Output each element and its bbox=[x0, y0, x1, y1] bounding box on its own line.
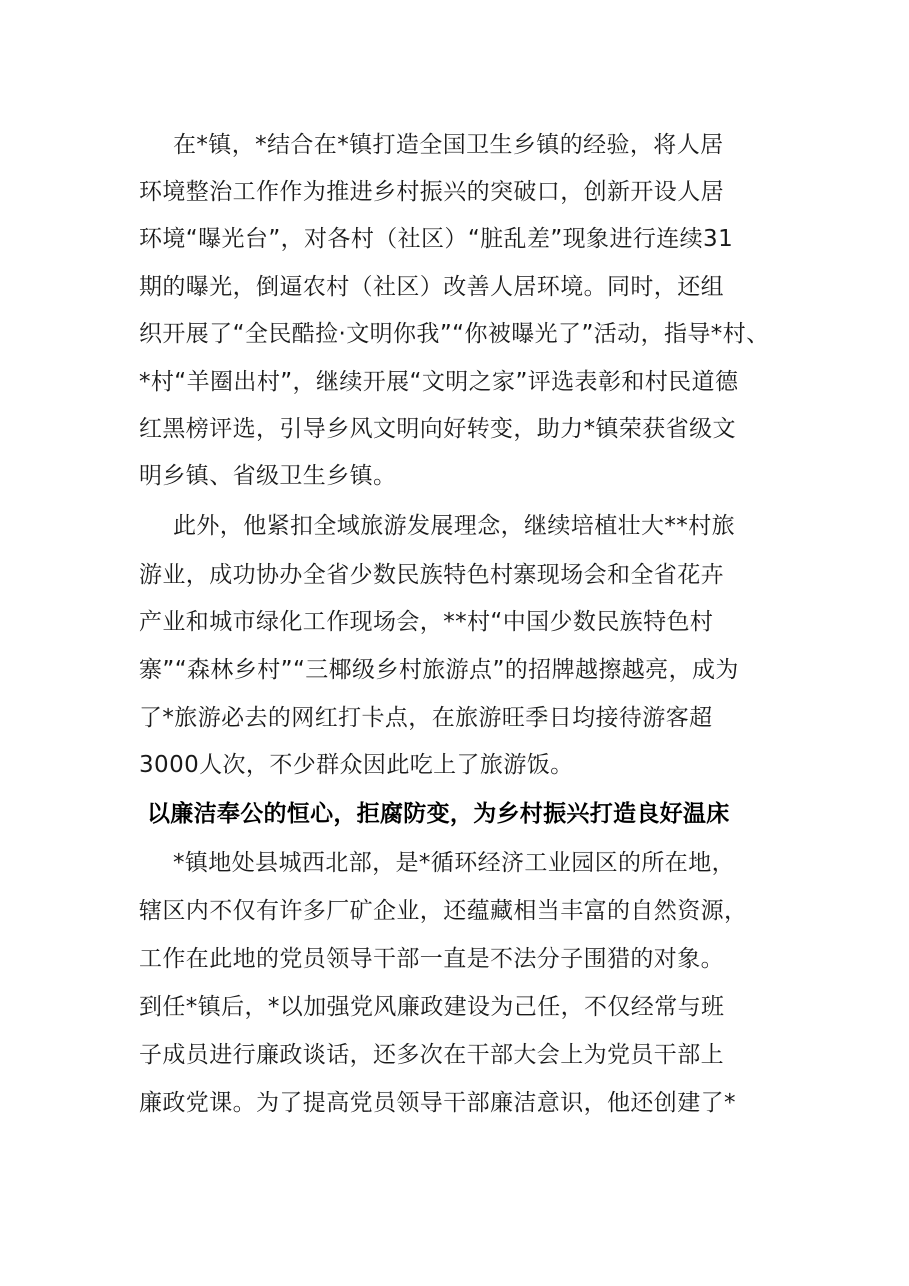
paragraph-2-line-1: 此外，他紧扣全域旅游发展理念，继续培植壮大**村旅 bbox=[173, 513, 735, 539]
paragraph-1-line-2: 环境整治工作作为推进乡村振兴的突破口，创新开设人居 bbox=[139, 179, 724, 205]
paragraph-1-line-8: 明乡镇、省级卫生乡镇。 bbox=[139, 463, 397, 489]
paragraph-2-line-4: 寨”“森林乡村”“三椰级乡村旅游点”的招牌越擦越亮，成为 bbox=[139, 657, 739, 683]
paragraph-2-line-2: 游业，成功协办全省少数民族特色村寨现场会和全省花卉 bbox=[139, 562, 724, 588]
paragraph-1-line-1: 在*镇，*结合在*镇打造全国卫生乡镇的经验，将人居 bbox=[173, 132, 724, 158]
paragraph-1-line-5: 织开展了“全民酷捡·文明你我”“你被曝光了”活动，指导*村、 bbox=[139, 321, 770, 347]
section-heading: 以廉洁奉公的恒心，拒腐防变，为乡村振兴打造良好温床 bbox=[147, 801, 730, 827]
paragraph-3-line-1: *镇地处县城西北部，是*循环经济工业园区的所在地， bbox=[173, 850, 735, 876]
paragraph-2-line-3: 产业和城市绿化工作现场会，**村“中国少数民族特色村 bbox=[139, 609, 714, 635]
paragraph-2-line-6: 3000人次，不少群众因此吃上了旅游饭。 bbox=[139, 752, 574, 778]
paragraph-2-line-5: 了*旅游必去的网红打卡点，在旅游旺季日均接待游客超 bbox=[139, 705, 713, 731]
paragraph-3-line-5: 子成员进行廉政谈话，还多次在干部大会上为党员干部上 bbox=[139, 1042, 724, 1068]
paragraph-3-line-4: 到任*镇后，*以加强党风廉政建设为己任，不仅经常与班 bbox=[139, 994, 725, 1020]
paragraph-1-line-3: 环境“曝光台”，对各村（社区）“脏乱差”现象进行连续31 bbox=[139, 226, 734, 252]
paragraph-3-line-6: 廉政党课。为了提高党员领导干部廉洁意识，他还创建了* bbox=[139, 1090, 736, 1116]
paragraph-1-line-4: 期的曝光，倒逼农村（社区）改善人居环境。同时，还组 bbox=[139, 274, 724, 300]
paragraph-1-line-7: 红黑榜评选，引导乡风文明向好转变，助力*镇荣获省级文 bbox=[139, 416, 736, 442]
paragraph-3-line-3: 工作在此地的党员领导干部一直是不法分子围猎的对象。 bbox=[139, 946, 724, 972]
paragraph-3-line-2: 辖区内不仅有许多厂矿企业，还蕴藏相当丰富的自然资源， bbox=[139, 898, 748, 924]
paragraph-1-line-6: *村“羊圈出村”，继续开展“文明之家”评选表彰和村民道德 bbox=[139, 369, 739, 395]
